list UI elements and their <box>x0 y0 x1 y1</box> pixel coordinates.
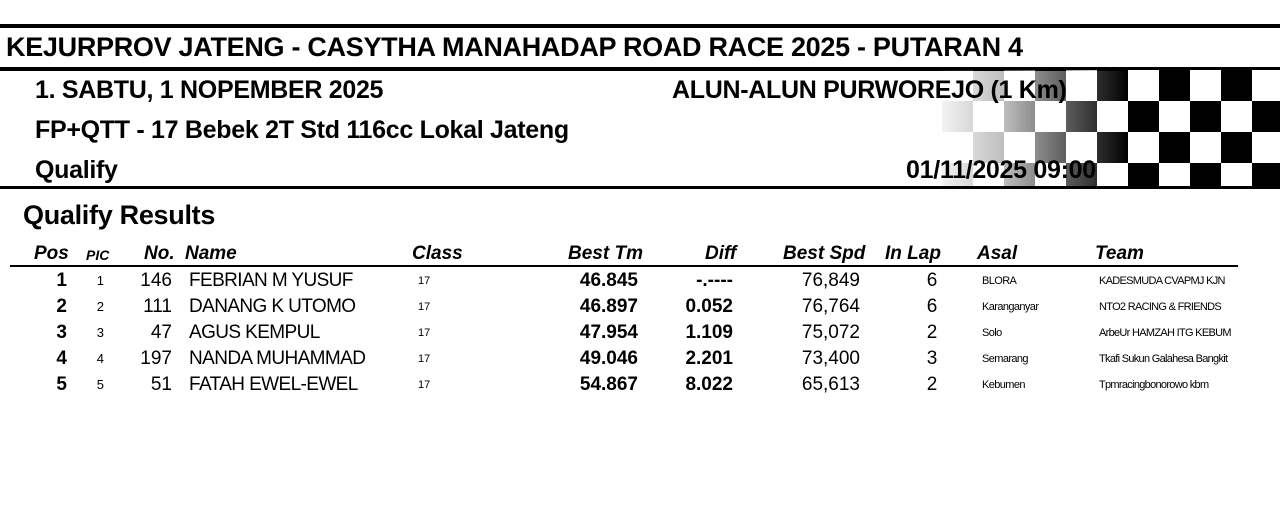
event-venue: ALUN-ALUN PURWOREJO (1 Km) <box>672 76 1067 104</box>
session-datetime: 01/11/2025 09:00 <box>906 156 1096 184</box>
cell-pos: 1 <box>56 270 67 291</box>
cell-asal: Karanganyar <box>982 301 1039 313</box>
cell-class: 17 <box>418 275 431 287</box>
col-pic: PIC <box>86 247 110 263</box>
cell-diff: 1.109 <box>685 322 733 343</box>
cell-no: 197 <box>140 348 172 369</box>
cell-pos: 4 <box>56 348 67 369</box>
cell-best-tm: 54.867 <box>579 374 638 395</box>
cell-best-spd: 75,072 <box>801 322 860 343</box>
cell-pic: 5 <box>96 377 104 392</box>
col-diff: Diff <box>705 243 737 264</box>
cell-pos: 5 <box>56 374 67 395</box>
cell-in-lap: 2 <box>926 322 938 343</box>
cell-pic: 2 <box>96 299 104 314</box>
table-row <box>0 296 1280 322</box>
cell-diff: 0.052 <box>685 296 733 317</box>
col-no: No. <box>144 243 175 264</box>
cell-pic: 4 <box>96 351 104 366</box>
cell-best-tm: 49.046 <box>579 348 638 369</box>
event-day: 1. SABTU, 1 NOPEMBER 2025 <box>35 76 384 104</box>
col-pos: Pos <box>34 243 69 264</box>
cell-pic: 3 <box>96 325 104 340</box>
cell-team: Tkafi Sukun Galahesa Bangkit <box>1099 353 1228 365</box>
header-rule <box>0 186 1280 189</box>
cell-name: DANANG K UTOMO <box>189 296 356 317</box>
cell-diff: 2.201 <box>685 348 733 369</box>
col-asal: Asal <box>977 243 1018 264</box>
col-class: Class <box>412 243 463 264</box>
col-best-spd: Best Spd <box>783 243 866 264</box>
cell-asal: BLORA <box>982 275 1017 287</box>
cell-best-tm: 46.897 <box>579 296 638 317</box>
cell-name: FATAH EWEL-EWEL <box>189 374 358 395</box>
class-line: FP+QTT - 17 Bebek 2T Std 116cc Lokal Jateng <box>35 116 569 144</box>
col-best-tm: Best Tm <box>568 243 643 264</box>
cell-best-spd: 76,849 <box>801 270 860 291</box>
cell-team: Tpmracingbonorowo kbm <box>1099 379 1209 391</box>
cell-class: 17 <box>418 353 431 365</box>
event-title: KEJURPROV JATENG - CASYTHA MANAHADAP ROAD RACE 2025 - PUTARAN 4 <box>6 32 1023 62</box>
cell-pos: 2 <box>56 296 67 317</box>
cell-pic: 1 <box>96 273 104 288</box>
col-team: Team <box>1095 243 1144 264</box>
cell-no: 111 <box>143 296 172 317</box>
results-title: Qualify Results <box>23 200 216 230</box>
table-row <box>0 374 1280 400</box>
top-rule <box>0 24 1280 28</box>
cell-asal: Kebumen <box>982 379 1025 391</box>
cell-name: AGUS KEMPUL <box>189 322 320 343</box>
col-name: Name <box>185 243 237 264</box>
cell-asal: Solo <box>982 327 1002 339</box>
cell-pos: 3 <box>56 322 67 343</box>
cell-best-tm: 47.954 <box>579 322 638 343</box>
cell-class: 17 <box>418 301 431 313</box>
cell-class: 17 <box>418 379 431 391</box>
cell-team: KADESMUDA CVAPMJ KJN <box>1099 275 1225 287</box>
cell-best-tm: 46.845 <box>579 270 638 291</box>
cell-class: 17 <box>418 327 431 339</box>
table-header-rule <box>10 265 1238 267</box>
table-row <box>0 348 1280 374</box>
cell-team: NTO2 RACING & FRIENDS <box>1099 301 1222 313</box>
cell-asal: Semarang <box>982 353 1028 365</box>
cell-in-lap: 2 <box>926 374 938 395</box>
cell-best-spd: 76,764 <box>801 296 860 317</box>
table-row <box>0 322 1280 348</box>
cell-no: 51 <box>150 374 172 395</box>
cell-best-spd: 73,400 <box>801 348 860 369</box>
cell-in-lap: 6 <box>926 270 938 291</box>
cell-team: ArbeUr HAMZAH ITG KEBUM <box>1099 327 1231 339</box>
cell-best-spd: 65,613 <box>801 374 860 395</box>
cell-in-lap: 3 <box>926 348 938 369</box>
cell-diff: 8.022 <box>685 374 733 395</box>
cell-diff: -.---- <box>696 270 733 291</box>
col-in-lap: In Lap <box>885 243 941 264</box>
cell-no: 47 <box>150 322 172 343</box>
cell-name: FEBRIAN M YUSUF <box>189 270 353 291</box>
table-row <box>0 270 1280 296</box>
cell-no: 146 <box>140 270 172 291</box>
session-name: Qualify <box>35 156 118 184</box>
cell-in-lap: 6 <box>926 296 938 317</box>
cell-name: NANDA MUHAMMAD <box>189 348 366 369</box>
